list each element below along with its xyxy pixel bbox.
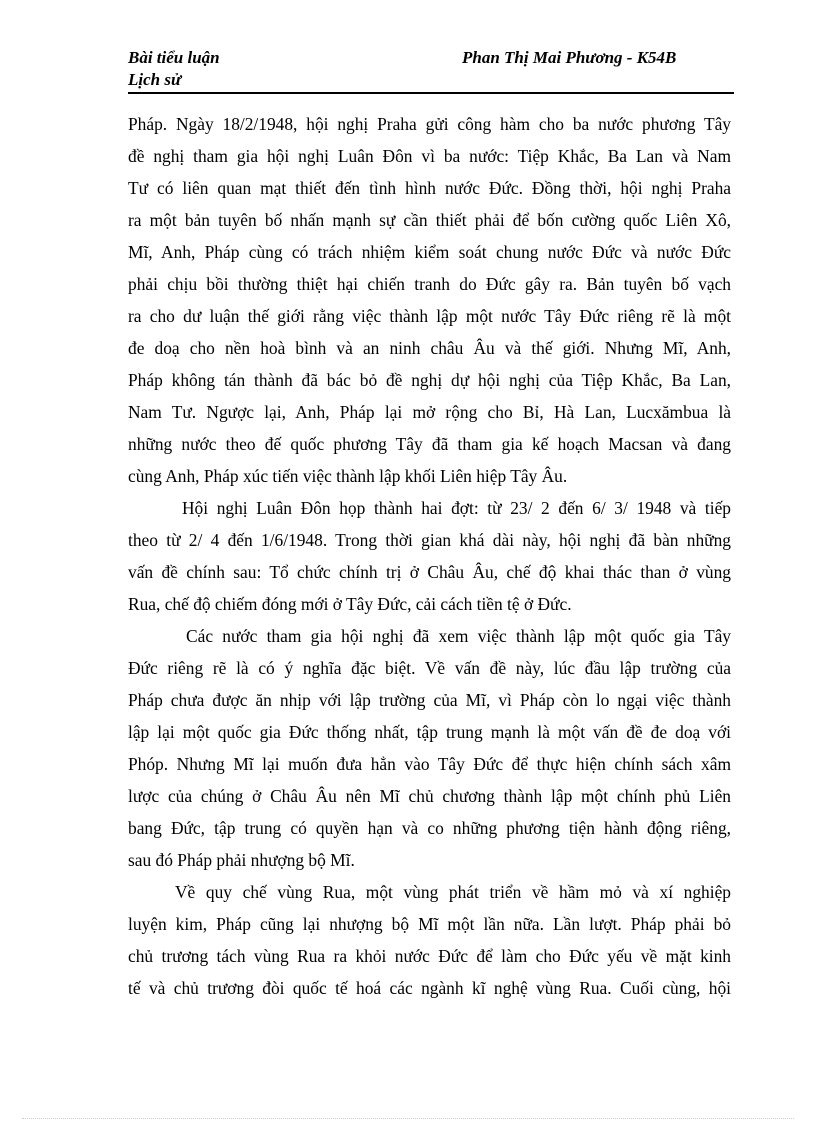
header-author: Phan Thị Mai Phương - K54B (462, 48, 677, 67)
text-line: những nước theo đế quốc phương Tây đã tham gia kế hoạch Macsan và đang (128, 434, 731, 454)
header-rule (128, 92, 734, 94)
footer-rule (22, 1118, 794, 1119)
text-line: Pháp không tán thành đã bác bỏ đề nghị dự hội nghị của Tiệp Khắc, Ba Lan, (128, 370, 731, 390)
text-line: đe doạ cho nền hoà bình và an ninh châu Âu và thế giới. Nhưng Mĩ, Anh, (128, 338, 731, 358)
body-text (128, 108, 731, 1004)
text-line: Các nước tham gia hội nghị đã xem việc thành lập một quốc gia Tây (186, 626, 731, 646)
text-line: lược của chúng ở Châu Âu nên Mĩ chủ chương thành lập một chính phủ Liên (128, 786, 731, 806)
text-line: luyện kim, Pháp cũng lại nhượng bộ Mĩ một lần nữa. Lần lượt. Pháp phải bỏ (128, 914, 731, 934)
text-line: Về quy chế vùng Rua, một vùng phát triển về hầm mỏ và xí nghiệp (175, 882, 731, 902)
text-line: chủ trương tách vùng Rua ra khỏi nước Đức để làm cho Đức yếu về mặt kinh (128, 946, 731, 966)
text-line: đề nghị tham gia hội nghị Luân Đôn vì ba nước: Tiệp Khắc, Ba Lan và Nam (128, 146, 731, 166)
text-line: bang Đức, tập trung có quyền hạn và co những phương tiện hành động riêng, (128, 818, 731, 838)
text-line: cùng Anh, Pháp xúc tiến việc thành lập khối Liên hiệp Tây Âu. (128, 466, 568, 486)
text-line: sau đó Pháp phải nhượng bộ Mĩ. (128, 850, 355, 870)
header-subject: Lịch sử (128, 70, 182, 89)
text-line: Hội nghị Luân Đôn họp thành hai đợt: từ 23/ 2 đến 6/ 3/ 1948 và tiếp (182, 498, 731, 518)
text-line: Tư có liên quan mạt thiết đến tình hình nước Đức. Đồng thời, hội nghị Praha (128, 178, 731, 198)
text-line: Rua, chế độ chiếm đóng mới ở Tây Đức, cải cách tiền tệ ở Đức. (128, 594, 572, 614)
text-line: Pháp. Ngày 18/2/1948, hội nghị Praha gửi công hàm cho ba nước phương Tây (128, 114, 731, 134)
header-title: Bài tiểu luận (128, 48, 220, 67)
text-line: Pháp chưa được ăn nhịp với lập trường của Mĩ, vì Pháp còn lo ngại việc thành (128, 690, 731, 710)
text-line: Nam Tư. Ngược lại, Anh, Pháp lại mở rộng cho Bỉ, Hà Lan, Lucxămbua là (128, 402, 731, 422)
text-line: lập lại một quốc gia Đức thống nhất, tập trung mạnh là một vấn đề đe doạ với (128, 722, 731, 742)
text-line: tế và chủ trương đòi quốc tế hoá các ngành kĩ nghệ vùng Rua. Cuối cùng, hội (128, 978, 731, 998)
text-line: Phóp. Nhưng Mĩ lại muốn đưa hẳn vào Tây Đức để thực hiện chính sách xâm (128, 754, 731, 774)
page-header (128, 48, 734, 94)
text-line: vấn đề chính sau: Tổ chức chính trị ở Châu Âu, chế độ khai thác than ở vùng (128, 562, 731, 582)
text-line: ra một bản tuyên bố nhấn mạnh sự cần thiết phải để bốn cường quốc Liên Xô, (128, 210, 731, 230)
text-line: theo từ 2/ 4 đến 1/6/1948. Trong thời gian khá dài này, hội nghị đã bàn những (128, 530, 731, 550)
text-line: phải chịu bồi thường thiệt hại chiến tranh do Đức gây ra. Bản tuyên bố vạch (128, 274, 731, 294)
text-line: ra cho dư luận thế giới rằng việc thành lập một nước Tây Đức riêng rẽ là một (128, 306, 731, 326)
text-line: Mĩ, Anh, Pháp cùng có trách nhiệm kiểm soát chung nước Đức và nước Đức (128, 242, 731, 262)
text-line: Đức riêng rẽ là có ý nghĩa đặc biệt. Về vấn đề này, lúc đầu lập trường của (128, 658, 731, 678)
